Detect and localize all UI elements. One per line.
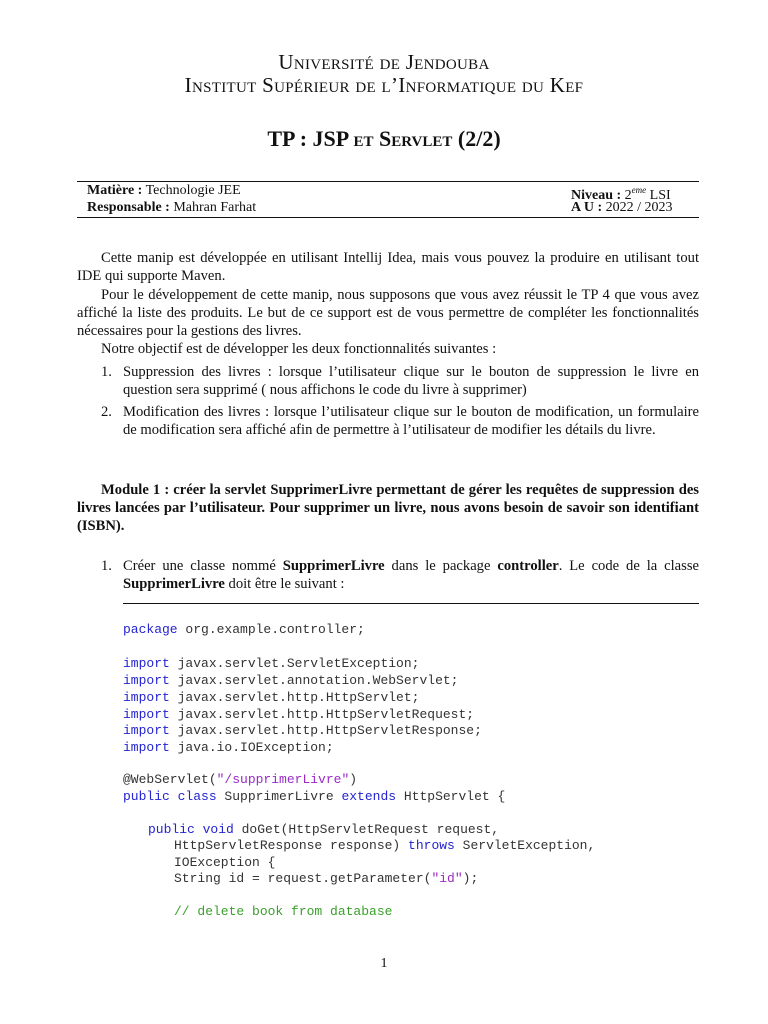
intro-paragraph-3: Notre objectif est de développer les deux fonctionnalités suivantes : xyxy=(101,341,497,357)
institute-name: Institut Supérieur de l’Informatique du Kef xyxy=(184,73,584,97)
code-line: String id = request.getParameter("id"); xyxy=(174,871,479,886)
code-line: @WebServlet("/supprimerLivre") xyxy=(123,772,358,787)
university-name: Université de Jendouba xyxy=(278,50,490,74)
info-row-manager xyxy=(87,199,679,216)
feature-text: Suppression des livres : lorsque l’utilisateur clique sur le bouton de suppression le livre en question sera supprimé ( nous affichons le code du livre à supprimer) xyxy=(123,364,699,398)
code-comment: // delete book from database xyxy=(174,904,393,919)
code-line: import javax.servlet.http.HttpServlet; xyxy=(123,690,420,705)
code-line: public class SupprimerLivre extends HttpServlet { xyxy=(123,789,506,804)
step-item-1 xyxy=(101,557,699,593)
course-info-table xyxy=(77,181,699,218)
info-row-subject xyxy=(87,182,679,203)
feature-item-delete xyxy=(101,363,699,399)
code-line: package org.example.controller; xyxy=(123,622,365,637)
level-program: LSI xyxy=(649,188,671,203)
level-superscript: eme xyxy=(631,185,647,195)
manager-value: Mahran Farhat xyxy=(173,200,257,215)
page-number: 1 xyxy=(380,956,388,971)
feature-text: Modification des livres : lorsque l’utilisateur clique sur le bouton de modification, un formulaire de modification sera affiché afin de permettre à l’utilisateur de modifier les détails du livre. xyxy=(123,404,699,438)
document-title: TP : JSP et Servlet (2/2) xyxy=(267,126,501,151)
code-line: import java.io.IOException; xyxy=(123,740,334,755)
intro-paragraph-1: Cette manip est développée en utilisant Intellij Idea, mais vous pouvez la produire en utilisant tout IDE qui supporte Maven. xyxy=(77,250,699,284)
code-line: import javax.servlet.ServletException; xyxy=(123,656,420,671)
feature-item-edit xyxy=(101,403,699,439)
intro-paragraph-2: Pour le développement de cette manip, nous supposons que vous avez réussit le TP 4 que vous avez affiché la liste des produits. Le but de ce support est de vous permettre de compléter les fonctionnalités nécessaires pour la gestions des livres. xyxy=(77,287,699,339)
module-1-heading: Module 1 : créer la servlet SupprimerLivre permettant de gérer les requêtes de suppression des livres lancées par l’utilisateur. Pour supprimer un livre, nous avons besoin de savoir son identifiant (ISBN). xyxy=(77,482,699,534)
code-separator xyxy=(123,603,699,604)
manager-label: Responsable : xyxy=(87,200,170,215)
code-line: import javax.servlet.http.HttpServletResponse; xyxy=(123,723,482,738)
list-number: 1. xyxy=(101,364,112,380)
code-line: IOException { xyxy=(174,855,276,870)
code-line: HttpServletResponse response) throws ServletException, xyxy=(174,838,596,853)
subject-value: Technologie JEE xyxy=(145,183,241,198)
level-label: Niveau : xyxy=(571,188,622,203)
year-cell xyxy=(571,199,673,216)
level-number: 2 xyxy=(624,188,632,203)
list-number: 2. xyxy=(101,404,112,420)
year-label: A U : xyxy=(571,200,603,215)
subject-label: Matière : xyxy=(87,183,143,198)
code-line: import javax.servlet.annotation.WebServlet; xyxy=(123,673,459,688)
code-line: import javax.servlet.http.HttpServletRequest; xyxy=(123,707,475,722)
code-line: public void doGet(HttpServletRequest request, xyxy=(148,822,500,837)
list-number: 1. xyxy=(101,558,112,574)
step-text: Créer une classe nommé SupprimerLivre dans le package controller. Le code de la classe SupprimerLivre doit être le suivant : xyxy=(123,558,699,592)
year-value: 2022 / 2023 xyxy=(605,200,673,215)
